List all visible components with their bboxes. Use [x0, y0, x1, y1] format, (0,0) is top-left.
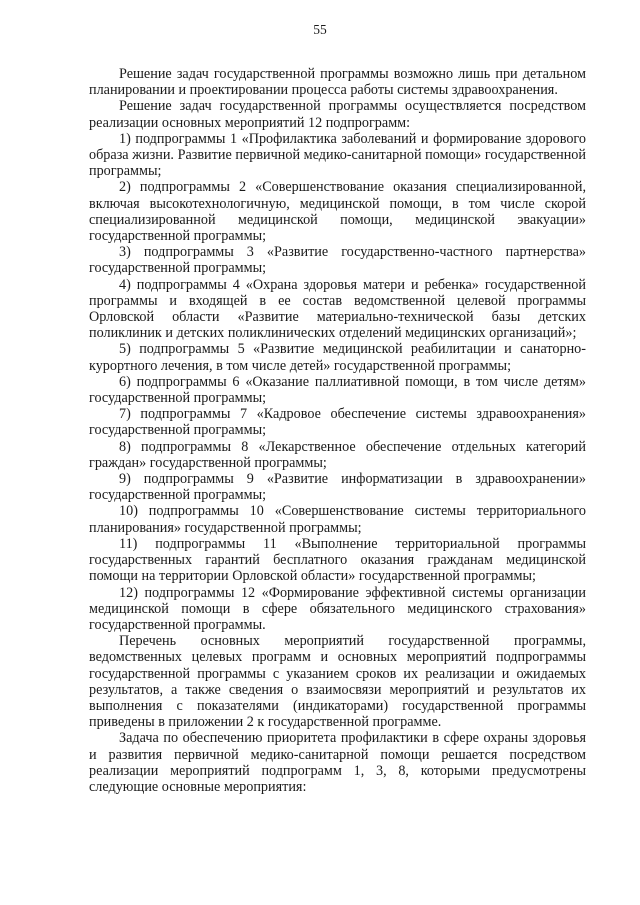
prevention-task-paragraph: Задача по обеспечению приоритета профилактики в сфере охраны здоровья и развития первичной медико-санитарной помощи решается посредством реализации мероприятий подпрограмм 1, 3, 8, которыми предусмотрены следующие основные мероприятия: — [89, 730, 586, 795]
measures-list-paragraph: Перечень основных мероприятий государственной программы, ведомственных целевых программ и основных мероприятий подпрограммы государственной программы с указанием сроков их реализации и ожидаемых результатов, а также сведения о взаимосвязи мероприятий и результатов их выполнения с показателями (индикаторами) государственной программы приведены в приложении 2 к государственной программе. — [89, 633, 586, 731]
subprogram-item-5: 5) подпрограммы 5 «Развитие медицинской реабилитации и санаторно-курортного лечения, в том числе детей» государственной программы; — [89, 341, 586, 374]
document-body — [89, 66, 586, 795]
subprogram-item-12: 12) подпрограммы 12 «Формирование эффективной системы организации медицинской помощи в сфере обязательного медицинского страхования» государственной программы. — [89, 584, 586, 633]
subprogram-item-8: 8) подпрограммы 8 «Лекарственное обеспечение отдельных категорий граждан» государственной программы; — [89, 438, 586, 471]
subprogram-item-1: 1) подпрограммы 1 «Профилактика заболеваний и формирование здорового образа жизни. Развитие первичной медико-санитарной помощи» государственной программы; — [89, 130, 586, 180]
subprogram-item-7: 7) подпрограммы 7 «Кадровое обеспечение системы здравоохранения» государственной программы; — [89, 406, 586, 439]
tasks-paragraph: Решение задач государственной программы осуществляется посредством реализации основных мероприятий 12 подпрограмм: — [89, 98, 586, 131]
subprogram-item-11: 11) подпрограммы 11 «Выполнение территориальной программы государственных гарантий бесплатного оказания гражданам медицинской помощи на территории Орловской области» государственной программы; — [89, 535, 586, 585]
subprogram-item-10: 10) подпрограммы 10 «Совершенствование системы территориального планирования» государственной программы; — [89, 503, 586, 536]
subprogram-item-9: 9) подпрограммы 9 «Развитие информатизации в здравоохранении» государственной программы; — [89, 471, 586, 504]
page-number: 55 — [313, 22, 327, 37]
subprogram-item-3: 3) подпрограммы 3 «Развитие государственно-частного партнерства» государственной программы; — [89, 244, 586, 277]
subprogram-item-4: 4) подпрограммы 4 «Охрана здоровья матери и ребенка» государственной программы и входящей в ее состав ведомственной целевой программы Орловской области «Развитие материально-технической базы детских поликлиник и детских поликлинических отделений медицинских организаций»; — [89, 276, 586, 342]
intro-paragraph: Решение задач государственной программы возможно лишь при детальном планировании и проектировании процесса работы системы здравоохранения. — [89, 66, 586, 99]
subprogram-item-6: 6) подпрограммы 6 «Оказание паллиативной помощи, в том числе детям» государственной программы; — [89, 373, 586, 407]
subprogram-item-2: 2) подпрограммы 2 «Совершенствование оказания специализированной, включая высокотехнологичную, медицинской помощи, в том числе скорой специализированной медицинской помощи, медицинской эвакуации» государственной программы; — [89, 179, 586, 245]
